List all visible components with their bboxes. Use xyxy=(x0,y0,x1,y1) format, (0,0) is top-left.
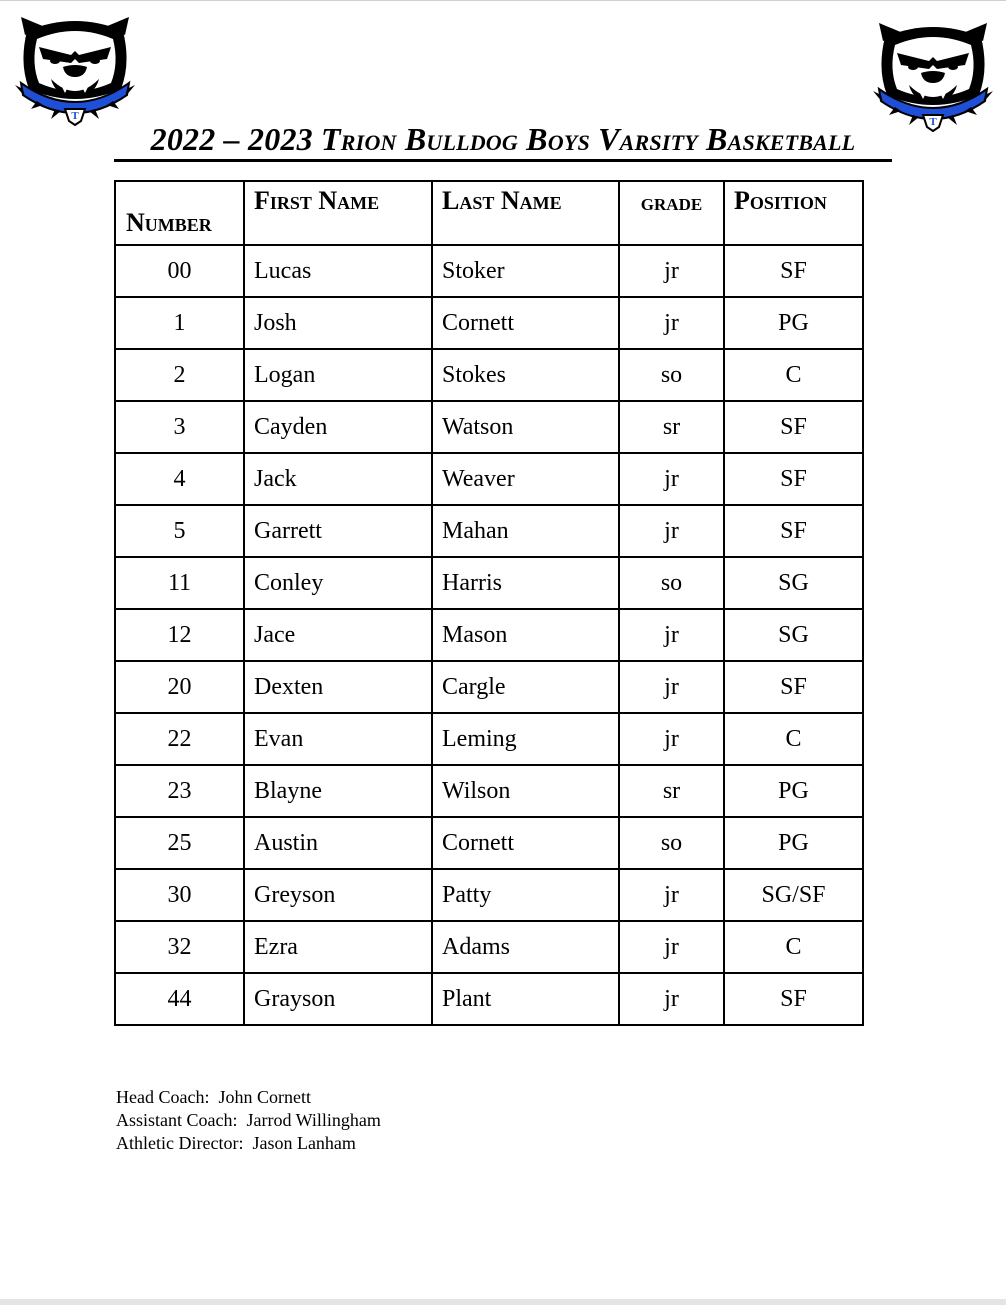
cell-grade: jr xyxy=(619,921,724,973)
column-header-grade: grade xyxy=(619,181,724,245)
table-row xyxy=(115,609,863,661)
staff-row-assistant-coach xyxy=(116,1109,381,1132)
table-row xyxy=(115,557,863,609)
cell-last-name: Stokes xyxy=(432,349,619,401)
roster-table-body xyxy=(115,245,863,1025)
cell-grade: jr xyxy=(619,245,724,297)
cell-last-name: Weaver xyxy=(432,453,619,505)
cell-number: 25 xyxy=(115,817,244,869)
table-row xyxy=(115,973,863,1025)
cell-grade: jr xyxy=(619,713,724,765)
cell-position: PG xyxy=(724,817,863,869)
cell-grade: sr xyxy=(619,401,724,453)
table-header-row xyxy=(115,181,863,245)
cell-first-name: Evan xyxy=(244,713,432,765)
cell-last-name: Adams xyxy=(432,921,619,973)
cell-grade: jr xyxy=(619,973,724,1025)
column-header-first-name: First Name xyxy=(244,181,432,245)
bulldog-logo-left xyxy=(15,13,135,131)
cell-first-name: Conley xyxy=(244,557,432,609)
cell-number: 44 xyxy=(115,973,244,1025)
cell-number: 30 xyxy=(115,869,244,921)
staff-name: John Cornett xyxy=(218,1087,311,1107)
cell-number: 11 xyxy=(115,557,244,609)
cell-position: PG xyxy=(724,765,863,817)
table-row xyxy=(115,765,863,817)
cell-last-name: Harris xyxy=(432,557,619,609)
cell-number: 12 xyxy=(115,609,244,661)
cell-position: C xyxy=(724,713,863,765)
cell-position: SF xyxy=(724,973,863,1025)
cell-first-name: Grayson xyxy=(244,973,432,1025)
svg-text:T: T xyxy=(71,110,79,122)
bulldog-icon xyxy=(15,13,135,131)
cell-first-name: Cayden xyxy=(244,401,432,453)
cell-position: SF xyxy=(724,401,863,453)
cell-first-name: Logan xyxy=(244,349,432,401)
cell-position: SG xyxy=(724,557,863,609)
cell-last-name: Wilson xyxy=(432,765,619,817)
cell-number: 22 xyxy=(115,713,244,765)
cell-position: C xyxy=(724,349,863,401)
cell-first-name: Jack xyxy=(244,453,432,505)
cell-position: SF xyxy=(724,245,863,297)
table-row xyxy=(115,869,863,921)
cell-first-name: Ezra xyxy=(244,921,432,973)
cell-position: SF xyxy=(724,453,863,505)
cell-first-name: Dexten xyxy=(244,661,432,713)
cell-number: 2 xyxy=(115,349,244,401)
cell-number: 00 xyxy=(115,245,244,297)
table-row xyxy=(115,349,863,401)
cell-position: SF xyxy=(724,661,863,713)
cell-grade: jr xyxy=(619,505,724,557)
cell-grade: so xyxy=(619,557,724,609)
page-title: 2022 – 2023 Trion Bulldog Boys Varsity Basketball xyxy=(114,119,892,162)
cell-number: 5 xyxy=(115,505,244,557)
cell-position: C xyxy=(724,921,863,973)
table-row xyxy=(115,245,863,297)
cell-last-name: Mahan xyxy=(432,505,619,557)
table-row xyxy=(115,401,863,453)
cell-position: SG xyxy=(724,609,863,661)
cell-last-name: Patty xyxy=(432,869,619,921)
cell-grade: sr xyxy=(619,765,724,817)
cell-last-name: Leming xyxy=(432,713,619,765)
staff-label: Assistant Coach: xyxy=(116,1110,238,1130)
cell-grade: jr xyxy=(619,869,724,921)
staff-name: Jason Lanham xyxy=(252,1133,356,1153)
table-row xyxy=(115,453,863,505)
column-header-last-name: Last Name xyxy=(432,181,619,245)
cell-number: 32 xyxy=(115,921,244,973)
cell-last-name: Watson xyxy=(432,401,619,453)
cell-position: SG/SF xyxy=(724,869,863,921)
table-row xyxy=(115,817,863,869)
cell-first-name: Jace xyxy=(244,609,432,661)
cell-last-name: Plant xyxy=(432,973,619,1025)
svg-text:T: T xyxy=(929,116,937,128)
cell-first-name: Garrett xyxy=(244,505,432,557)
cell-number: 23 xyxy=(115,765,244,817)
cell-number: 1 xyxy=(115,297,244,349)
cell-last-name: Cargle xyxy=(432,661,619,713)
table-row xyxy=(115,297,863,349)
staff-label: Head Coach: xyxy=(116,1087,210,1107)
staff-row-athletic-director xyxy=(116,1132,381,1155)
table-row xyxy=(115,661,863,713)
cell-grade: jr xyxy=(619,297,724,349)
cell-position: PG xyxy=(724,297,863,349)
cell-grade: jr xyxy=(619,453,724,505)
cell-first-name: Austin xyxy=(244,817,432,869)
cell-grade: so xyxy=(619,817,724,869)
cell-number: 3 xyxy=(115,401,244,453)
cell-first-name: Greyson xyxy=(244,869,432,921)
cell-grade: jr xyxy=(619,609,724,661)
table-row xyxy=(115,713,863,765)
cell-first-name: Lucas xyxy=(244,245,432,297)
cell-last-name: Cornett xyxy=(432,817,619,869)
column-header-position: Position xyxy=(724,181,863,245)
cell-first-name: Blayne xyxy=(244,765,432,817)
roster-table xyxy=(114,180,864,1026)
cell-grade: so xyxy=(619,349,724,401)
staff-label: Athletic Director: xyxy=(116,1133,244,1153)
cell-number: 20 xyxy=(115,661,244,713)
staff-list xyxy=(116,1086,381,1155)
cell-first-name: Josh xyxy=(244,297,432,349)
cell-number: 4 xyxy=(115,453,244,505)
staff-name: Jarrod Willingham xyxy=(246,1110,381,1130)
column-header-number: Number xyxy=(115,181,244,245)
cell-last-name: Mason xyxy=(432,609,619,661)
cell-last-name: Cornett xyxy=(432,297,619,349)
cell-grade: jr xyxy=(619,661,724,713)
cell-last-name: Stoker xyxy=(432,245,619,297)
table-row xyxy=(115,921,863,973)
table-row xyxy=(115,505,863,557)
cell-position: SF xyxy=(724,505,863,557)
staff-row-head-coach xyxy=(116,1086,381,1109)
